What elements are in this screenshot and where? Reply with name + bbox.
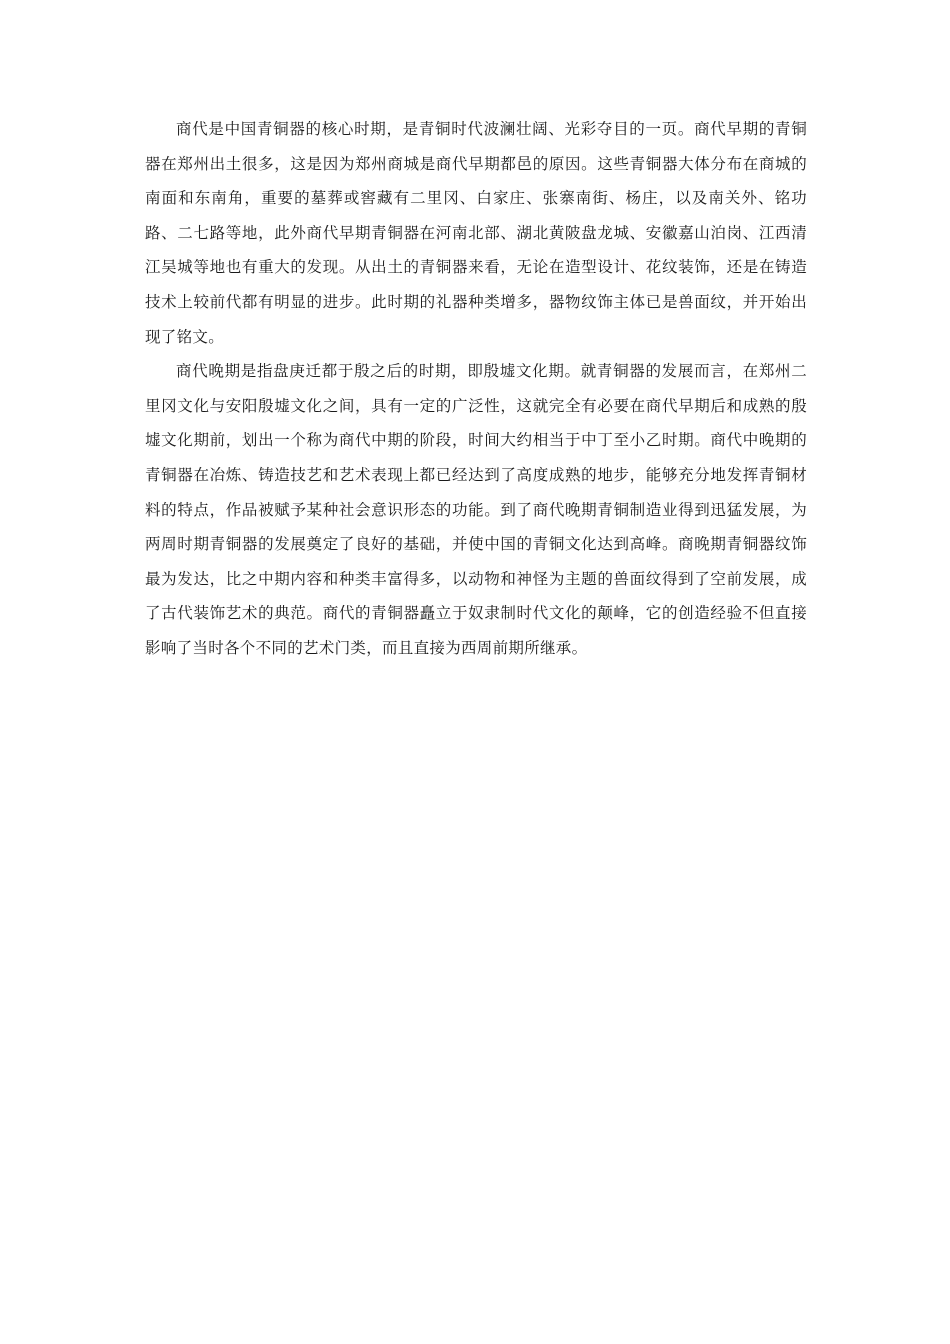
paragraph-early-shang: 商代是中国青铜器的核心时期，是青铜时代波澜壮阔、光彩夺目的一页。商代早期的青铜器在郑州出土很多，这是因为郑州商城是商代早期都邑的原因。这些青铜器大体分布在商城的南面和东南角，重要的墓葬或窖藏有二里冈、白家庄、张寨南街、杨庄，以及南关外、铭功路、二七路等地，此外商代早期青铜器在河南北部、湖北黄陂盘龙城、安徽嘉山泊岗、江西清江吴城等地也有重大的发现。从出土的青铜器来看，无论在造型设计、花纹装饰，还是在铸造技术上较前代都有明显的进步。此时期的礼器种类增多，器物纹饰主体已是兽面纹，并开始出现了铭文。	[145, 120, 807, 346]
paragraph-late-shang: 商代晚期是指盘庚迁都于殷之后的时期，即殷墟文化期。就青铜器的发展而言，在郑州二里冈文化与安阳殷墟文化之间，具有一定的广泛性，这就完全有必要在商代早期后和成熟的殷墟文化期前，划出一个称为商代中期的阶段，时间大约相当于中丁至小乙时期。商代中晚期的青铜器在冶炼、铸造技艺和艺术表现上都已经达到了高度成熟的地步，能够充分地发挥青铜材料的特点，作品被赋予某种社会意识形态的功能。到了商代晚期青铜制造业得到迅猛发展，为两周时期青铜器的发展奠定了良好的基础，并使中国的青铜文化达到高峰。商晚期青铜器纹饰最为发达，比之中期内容和种类丰富得多，以动物和神怪为主题的兽面纹得到了空前发展，成了古代装饰艺术的典范。商代的青铜器矗立于奴隶制时代文化的颠峰，它的创造经验不但直接影响了当时各个不同的艺术门类，而且直接为西周前期所继承。	[145, 362, 807, 657]
document-body	[145, 112, 807, 666]
